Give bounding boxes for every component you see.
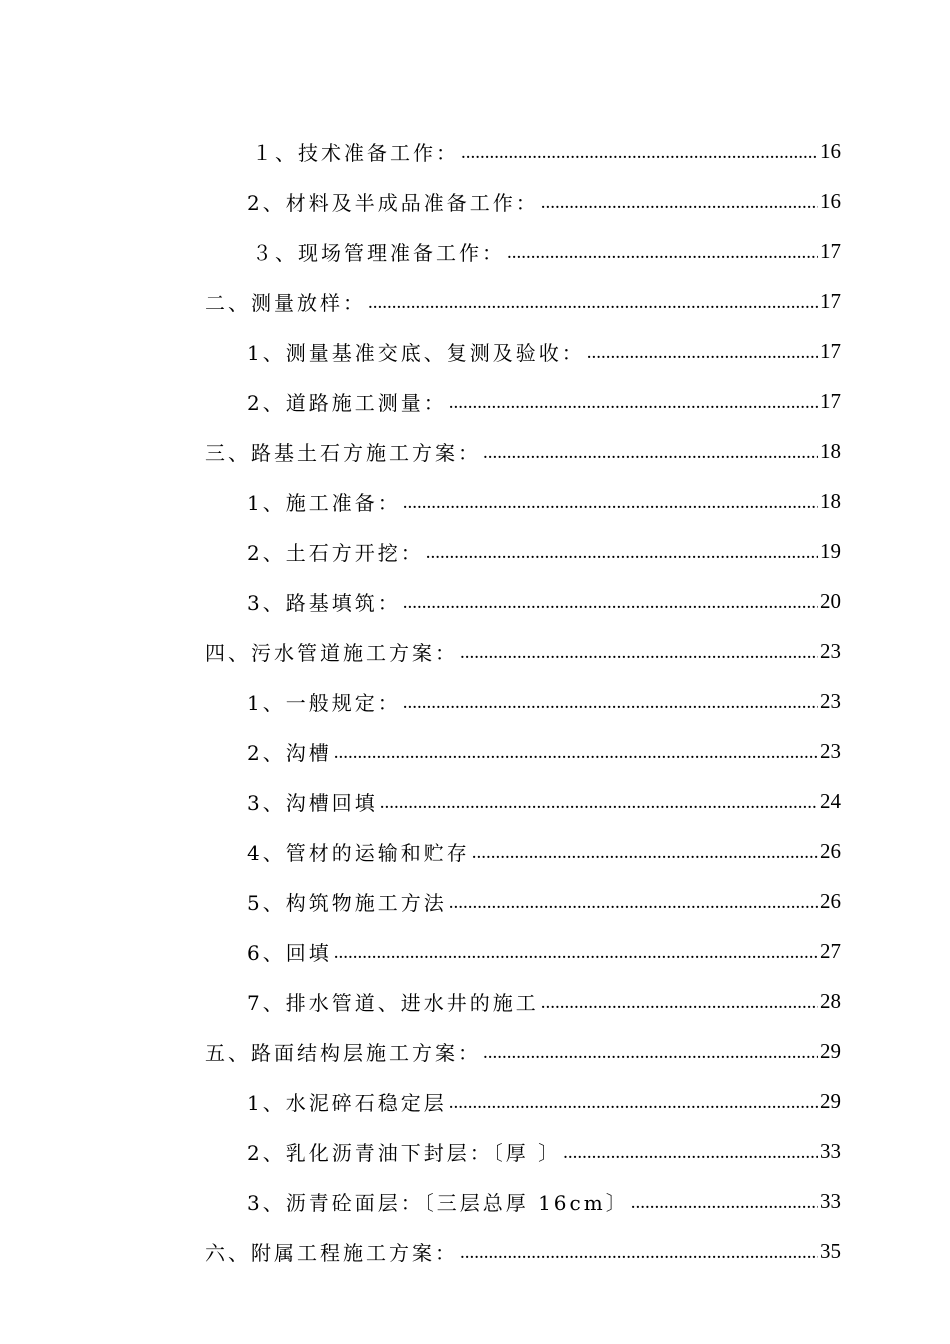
toc-entry[interactable] [247, 376, 841, 426]
toc-dot-leader [449, 1092, 818, 1114]
toc-dot-leader [449, 392, 818, 414]
toc-section-title: 二、测量放样： [205, 290, 366, 315]
toc-page-number: 18 [820, 488, 841, 513]
toc-entry[interactable] [247, 726, 841, 776]
toc-page-number: 35 [820, 1238, 841, 1263]
toc-entry[interactable] [247, 326, 841, 376]
toc-entry-title: １、技术准备工作： [252, 140, 459, 165]
toc-entry-title: ３、现场管理准备工作： [252, 240, 505, 265]
toc-dot-leader [460, 642, 818, 664]
toc-section-entry[interactable] [205, 276, 841, 326]
toc-section-title: 四、污水管道施工方案： [205, 640, 458, 665]
toc-entry[interactable] [252, 226, 841, 276]
toc-page-number: 33 [820, 1188, 841, 1213]
toc-section-title: 三、路基土石方施工方案： [205, 440, 481, 465]
toc-dot-leader [587, 342, 818, 364]
toc-entry-title: 3、沥青砼面层：〔三层总厚 16cm〕 [247, 1190, 629, 1215]
toc-entry[interactable] [247, 176, 841, 226]
toc-dot-leader [483, 442, 818, 464]
toc-dot-leader [631, 1192, 818, 1214]
toc-entry[interactable] [247, 526, 841, 576]
toc-page-number: 23 [820, 688, 841, 713]
toc-entry-title: 5、构筑物施工方法 [247, 890, 447, 915]
toc-page-number: 33 [820, 1138, 841, 1163]
toc-entry-title: 7、排水管道、进水井的施工 [247, 990, 539, 1015]
toc-page-number: 17 [820, 388, 841, 413]
toc-dot-leader [403, 492, 818, 514]
toc-page-number: 20 [820, 588, 841, 613]
toc-dot-leader [426, 542, 818, 564]
toc-entry[interactable] [247, 1126, 841, 1176]
toc-entry-title: 2、沟槽 [247, 740, 332, 765]
toc-page-number: 29 [820, 1038, 841, 1063]
toc-dot-leader [460, 1242, 818, 1264]
toc-page-number: 16 [820, 138, 841, 163]
toc-section-entry[interactable] [205, 1026, 841, 1076]
toc-entry-title: 2、道路施工测量： [247, 390, 447, 415]
toc-entry-title: 3、沟槽回填 [247, 790, 378, 815]
toc-page-number: 23 [820, 638, 841, 663]
toc-dot-leader [403, 692, 818, 714]
toc-entry-title: 1、施工准备： [247, 490, 401, 515]
toc-dot-leader [449, 892, 818, 914]
toc-section-title: 五、路面结构层施工方案： [205, 1040, 481, 1065]
toc-entry[interactable] [247, 776, 841, 826]
toc-entry[interactable] [247, 476, 841, 526]
toc-entry[interactable] [247, 576, 841, 626]
toc-dot-leader [334, 942, 818, 964]
toc-page-number: 24 [820, 788, 841, 813]
toc-page-number: 27 [820, 938, 841, 963]
toc-entry[interactable] [247, 1176, 841, 1226]
toc-page-number: 16 [820, 188, 841, 213]
toc-section-entry[interactable] [205, 1226, 841, 1276]
toc-dot-leader [403, 592, 818, 614]
toc-dot-leader [507, 242, 818, 264]
toc-section-entry[interactable] [205, 626, 841, 676]
toc-page-number: 28 [820, 988, 841, 1013]
toc-dot-leader [380, 792, 818, 814]
toc-entry[interactable] [247, 676, 841, 726]
toc-entry[interactable] [247, 826, 841, 876]
toc-entry-title: 2、土石方开挖： [247, 540, 424, 565]
toc-entry-title: 6、回填 [247, 940, 332, 965]
toc-entry[interactable] [247, 926, 841, 976]
toc-entry[interactable] [252, 126, 841, 176]
toc-dot-leader [483, 1042, 818, 1064]
toc-page-number: 18 [820, 438, 841, 463]
toc-dot-leader [563, 1142, 818, 1164]
toc-entry-title: 1、一般规定： [247, 690, 401, 715]
toc-section-entry[interactable] [205, 426, 841, 476]
toc-page-number: 26 [820, 888, 841, 913]
toc-page-number: 29 [820, 1088, 841, 1113]
toc-entry-title: 2、乳化沥青油下封层：〔厚 〕 [247, 1140, 562, 1165]
toc-page-number: 17 [820, 338, 841, 363]
toc-page-number: 17 [820, 238, 841, 263]
toc-entry[interactable] [247, 876, 841, 926]
toc-entry-title: 1、测量基准交底、复测及验收： [247, 340, 585, 365]
toc-page-number: 26 [820, 838, 841, 863]
toc-dot-leader [461, 142, 818, 164]
toc-entry[interactable] [247, 1076, 841, 1126]
toc-dot-leader [541, 992, 818, 1014]
toc-page-number: 19 [820, 538, 841, 563]
toc-entry-title: 2、材料及半成品准备工作： [247, 190, 539, 215]
toc-dot-leader [334, 742, 818, 764]
toc-page-number: 23 [820, 738, 841, 763]
toc-entry[interactable] [247, 976, 841, 1026]
toc-dot-leader [541, 192, 818, 214]
toc-entry-title: 3、路基填筑： [247, 590, 401, 615]
toc-page-number: 17 [820, 288, 841, 313]
toc-dot-leader [368, 292, 818, 314]
toc-section-title: 六、附属工程施工方案： [205, 1240, 458, 1265]
toc-entry-title: 1、水泥碎石稳定层 [247, 1090, 447, 1115]
toc-entry-title: 4、管材的运输和贮存 [247, 840, 470, 865]
toc-dot-leader [472, 842, 818, 864]
